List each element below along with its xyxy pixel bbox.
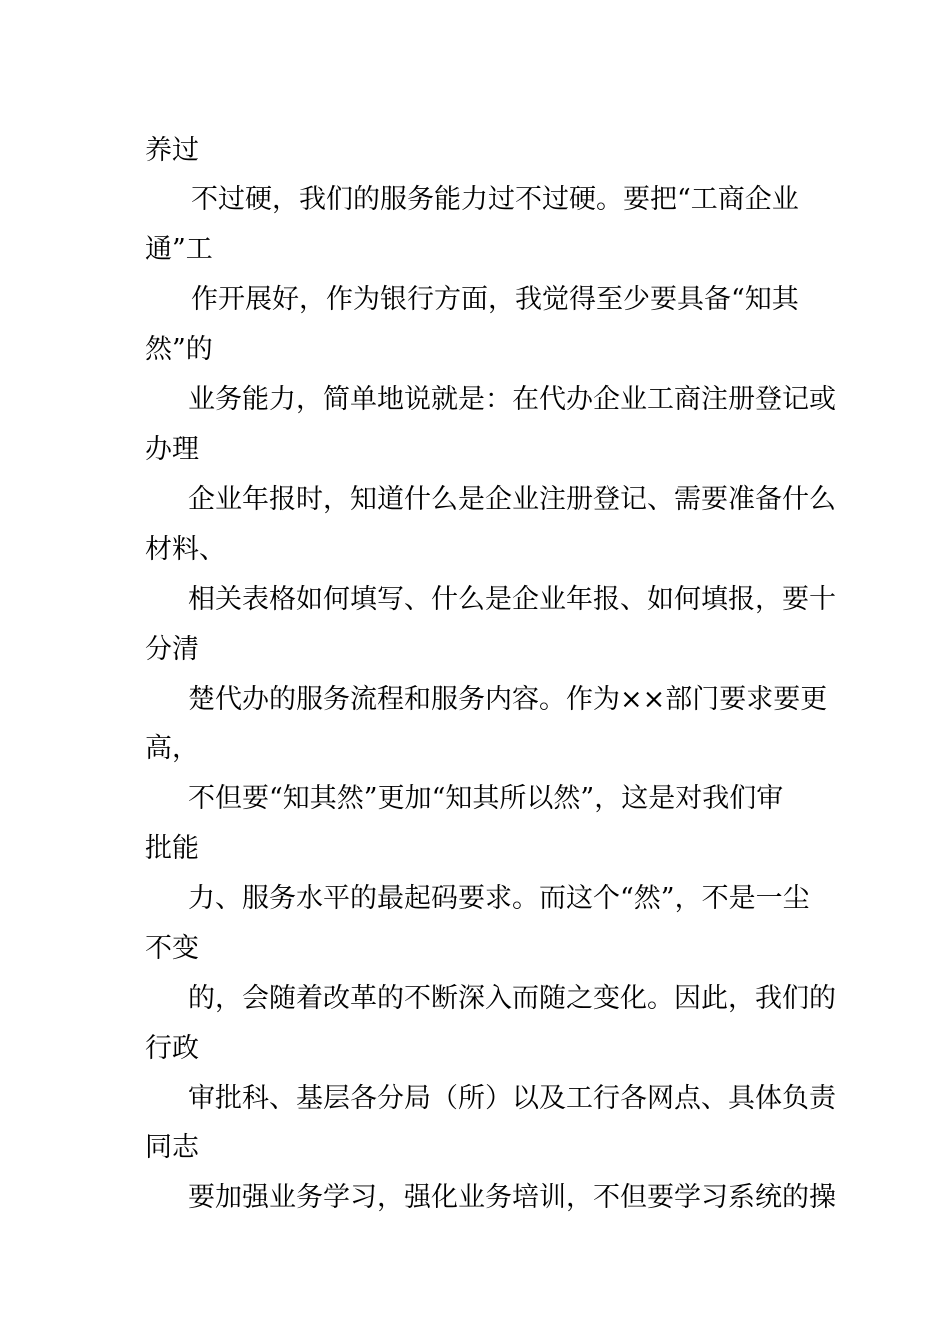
text-line: 业务能力，简单地说就是：在代办企业工商注册登记或 (188, 384, 836, 415)
text-line: 通”工 (145, 234, 213, 265)
text-line: 不变 (145, 933, 199, 964)
text-line: 然”的 (145, 334, 213, 365)
text-line: 材料、 (145, 534, 226, 565)
text-line: 批能 (145, 833, 199, 864)
text-line: 不但要“知其然”更加“知其所以然”，这是对我们审 (188, 783, 784, 814)
text-line: 要加强业务学习，强化业务培训，不但要学习系统的操 (188, 1182, 836, 1213)
text-line: 企业年报时，知道什么是企业注册登记、需要准备什么 (188, 484, 836, 515)
text-line: 养过 (145, 135, 199, 166)
text-line: 审批科、基层各分局（所）以及工行各网点、具体负责 (188, 1083, 836, 1114)
text-line: 办理 (145, 434, 199, 465)
text-line: 作开展好，作为银行方面，我觉得至少要具备“知其 (191, 284, 799, 315)
text-line: 行政 (145, 1033, 199, 1064)
text-line: 相关表格如何填写、什么是企业年报、如何填报，要十 (188, 584, 836, 615)
text-line: 分清 (145, 634, 199, 665)
text-line: 力、服务水平的最起码要求。而这个“然”，不是一尘 (188, 883, 810, 914)
text-line: 同志 (145, 1132, 199, 1163)
text-line: 高， (145, 733, 199, 764)
text-line: 的，会随着改革的不断深入而随之变化。因此，我们的 (188, 983, 836, 1014)
text-line: 不过硬，我们的服务能力过不过硬。要把“工商企业 (191, 184, 799, 215)
text-line: 楚代办的服务流程和服务内容。作为××部门要求要更 (188, 684, 828, 715)
